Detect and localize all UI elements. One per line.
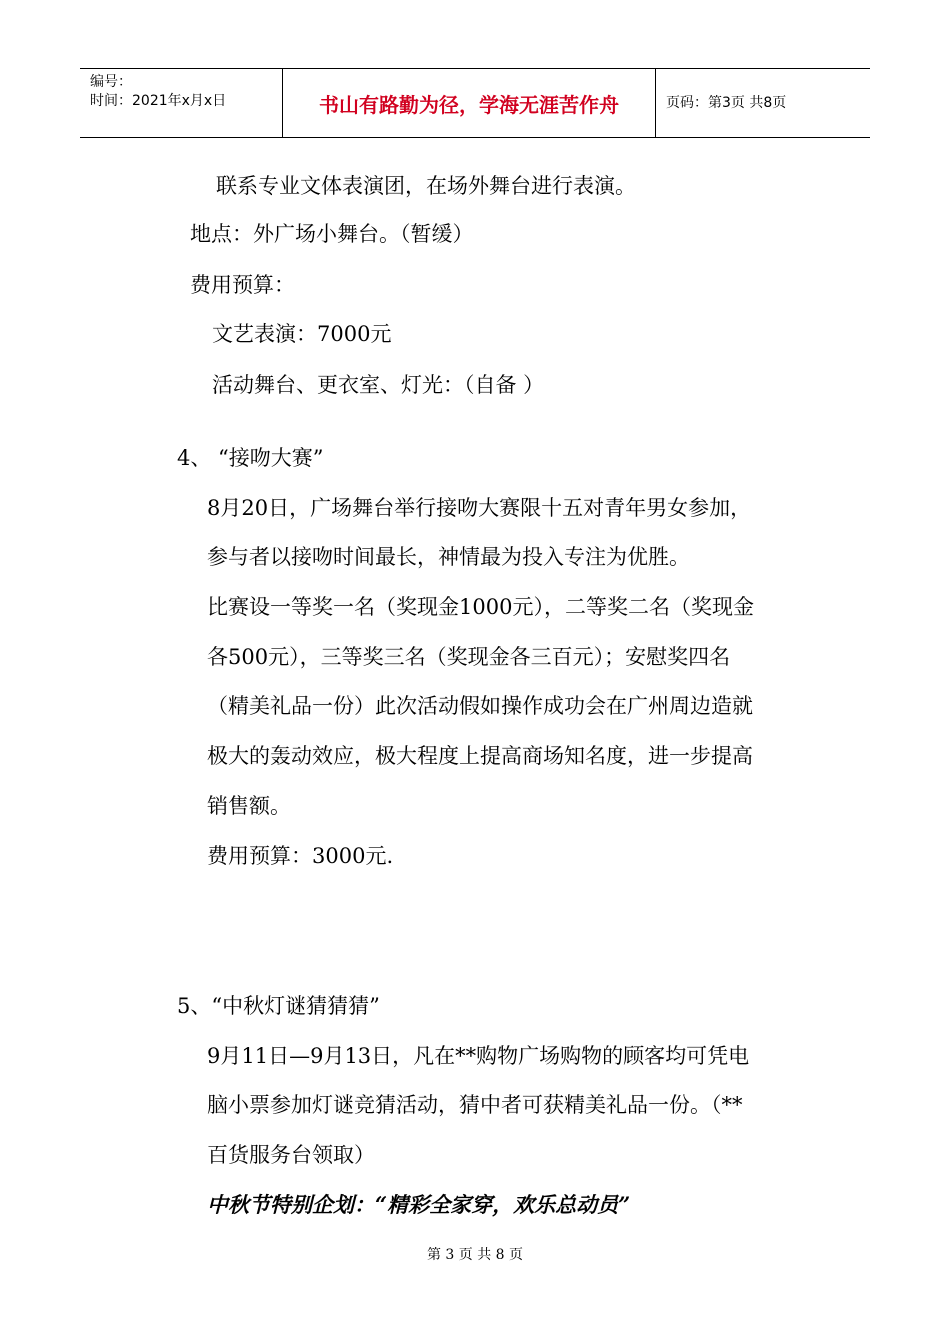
paragraph-line: （精美礼品一份）此次活动假如操作成功会在广州周边造就	[207, 694, 753, 718]
paragraph-line: 地点：外广场小舞台。（暂缓）	[190, 222, 474, 246]
document-number-label: 编号：	[90, 74, 132, 90]
header-motto: 书山有路勤为径，学海无涯苦作舟	[319, 93, 619, 117]
paragraph-line: 销售额。	[207, 794, 291, 818]
paragraph-line: 9月11日—9月13日，凡在**购物广场购物的顾客均可凭电	[207, 1044, 750, 1068]
section-heading: 4、 “接吻大赛”	[177, 446, 324, 470]
paragraph-line: 联系专业文体表演团，在场外舞台进行表演。	[216, 174, 636, 198]
paragraph-line: 各500元），三等奖三名（奖现金各三百元）；安慰奖四名	[207, 645, 731, 669]
header-motto-cell	[283, 69, 656, 137]
page-header	[80, 68, 870, 138]
header-meta-cell	[80, 69, 283, 137]
paragraph-line: 8月20日，广场舞台举行接吻大赛限十五对青年男女参加，	[207, 496, 752, 520]
paragraph-line: 极大的轰动效应，极大程度上提高商场知名度，进一步提高	[207, 744, 753, 768]
paragraph-line: 费用预算：	[190, 273, 295, 297]
section-heading: 5、“中秋灯谜猜猜猜”	[177, 994, 380, 1018]
paragraph-line: 费用预算：3000元.	[207, 844, 394, 868]
header-page-cell	[656, 69, 870, 137]
document-time-label: 时间：2021年x月x日	[90, 93, 227, 109]
special-plan-heading: 中秋节特别企划：“精彩全家穿，欢乐总动员”	[207, 1192, 631, 1217]
paragraph-line: 比赛设一等奖一名（奖现金1000元），二等奖二名（奖现金	[207, 595, 754, 619]
paragraph-line: 活动舞台、更衣室、灯光：（自备 ）	[212, 373, 545, 397]
paragraph-line: 文艺表演：7000元	[212, 322, 392, 346]
paragraph-line: 参与者以接吻时间最长，神情最为投入专注为优胜。	[207, 545, 690, 569]
page-footer: 第 3 页 共 8 页	[426, 1247, 524, 1263]
header-page-info: 页码：第3页 共8页	[666, 95, 787, 111]
paragraph-line: 脑小票参加灯谜竞猜活动，猜中者可获精美礼品一份。（**	[207, 1093, 743, 1117]
paragraph-line: 百货服务台领取）	[207, 1143, 375, 1167]
